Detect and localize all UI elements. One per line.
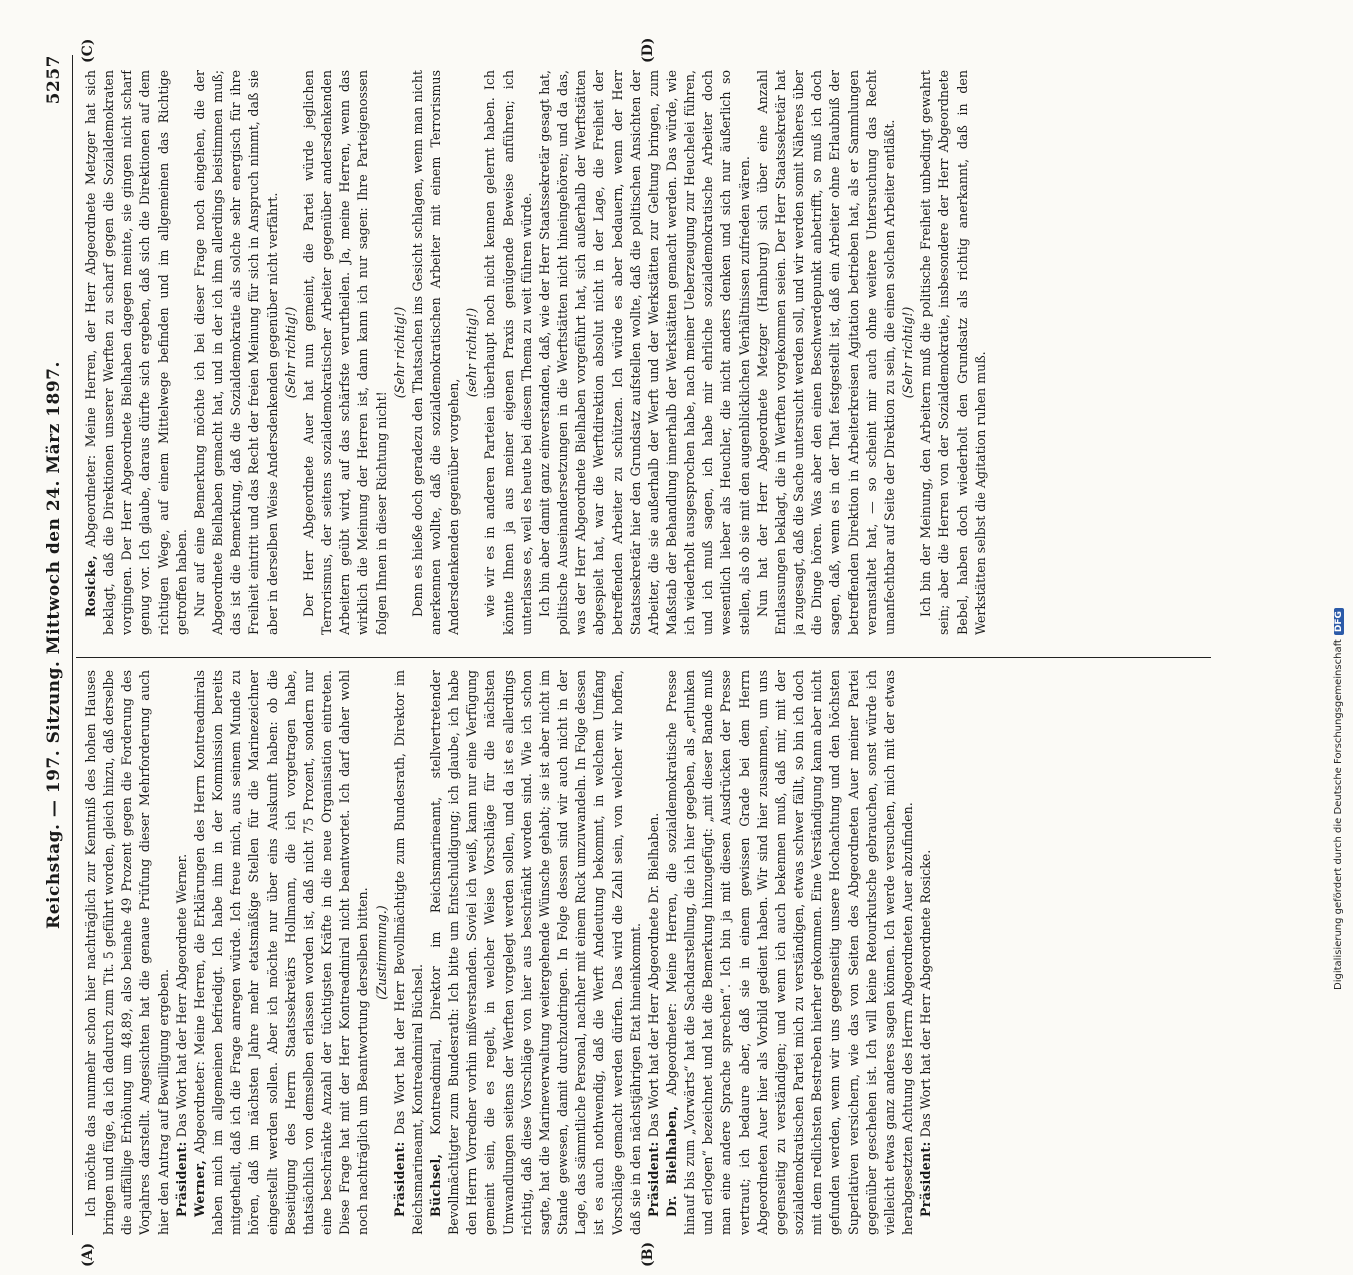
speaker-name: Rosicke,	[83, 555, 98, 617]
paragraph-text: Abgeordneter: Meine Herren, die Erklärungen des Herrn Kontreadmirals haben mich im allgemeinen befriedigt. Ich habe ihm in der Kommission bereits mitgetheilt, daß ich die Frage anregen würde. Ich freue mich, aus seinem Munde zu hören, daß im nächsten Jahre mehr etatsmäßige Stellen für die Marinezeichner eingestellt werden sollen. Aber ich möchte nur über eins Auskunft haben: ob die Beseitigung des Herrn Staatssekretärs Hollmann, die ich vorgetragen habe, thatsächlich von demselben erlassen worden ist, daß nicht 75 Prozent, sondern nur eine beschränkte Anzahl der tüchtigsten Kräfte in die neue Organisation eintreten. Diese Frage hat mit der Herr Kontreadmiral nicht beantwortet. Ich darf daher wohl noch nachträglich um Beantwortung derselben bitten.	[191, 670, 371, 1235]
paragraph	[754, 70, 899, 635]
paragraph-text: (sehr richtig!)	[464, 307, 480, 398]
paragraph-text: Nun hat der Herr Abgeordnete Metzger (Hamburg) sich über eine Anzahl Entlassungen beklagt, die in Werften vorgekommen seien. Der Herr Staatssekretär hat ja zugesagt, daß die Sache untersucht werden soll, und wir werden somit Näheres über die Dinge hören. Was aber den einen Beschwerdepunkt anbetrifft, so muß ich doch sagen, daß, wenn es in der That festgestellt ist, daß ein Arbeiter ohne Erlaubniß der betreffenden Direktion in Arbeiterkreisen Agitation betrieben hat, als er Sammlungen veranstaltet hat, — so scheint mir auch ohne weitere Untersuchung das Recht unanfechtbar auf Seite der Direktion zu sein, die einen solchen Arbeiter entläßt.	[754, 70, 897, 635]
speaker-name: Büchsel,	[427, 1153, 443, 1217]
paragraph	[391, 70, 409, 635]
paragraph	[917, 70, 990, 635]
digitization-credit	[1333, 608, 1344, 990]
speaker-name: Präsident:	[391, 1141, 407, 1217]
paragraph	[463, 70, 481, 635]
margin-marker-b: (B)	[640, 1241, 656, 1267]
column-divider	[76, 657, 1211, 658]
paragraph	[82, 670, 173, 1235]
paragraph-text: Ich bin aber damit ganz einverstanden, daß, wie der Herr Staatssekretär gesagt hat, politische Auseinandersetzungen in die Werftstätten nicht hineingehören; und da das, was der Herr Abgeordnete Bielhaben vorgeführt hat, sich außerhalb der Werftstätten abgespielt hat, war die Werftdirektion absolut nicht in der Lage, die Freiheit der betreffenden Arbeiter zu schützen. Ich würde es aber bedauern, wenn der Herr Staatssekretär hier den Grundsatz aufstellen wollte, daß die politischen Ansichten der Arbeiter, die sie außerhalb der Werft und der Werkstätten zur Geltung bringen, zum Maßstab der Behandlung innerhalb der Werkstätten gemacht werden. Das würde, wie ich wiederholt ausgesprochen habe, nach meiner Ueberzeugung zur Heuchelei führen, und ich muß sagen, ich habe mir ehrliche sozialdemokratische Arbeiter doch wesentlich lieber als Heuchler, die nicht anders denken und sich nur äußerlich so stellen, als ob sie mit den augenblicklichen Verhältnissen zufrieden wären.	[536, 70, 752, 635]
paragraph-text: Denn es hieße doch geradezu den Thatsachen ins Gesicht schlagen, wenn man nicht anerkennen wollte, daß die sozialdemokratischen Arbeiter mit einem Terrorismus Andersdenkenden gegenüber vorgehen,	[409, 70, 462, 635]
speaker-name: Präsident:	[173, 1141, 189, 1217]
paragraph-text: Der Herr Abgeordnete Auer hat nun gemeint, die Partei würde jeglichen Terrorismus, der seitens sozialdemokratischer Arbeiter gegenüber andersdenkenden Arbeitern geübt wird, auf das schärfste verurtheilen. Ja, meine Herren, wenn das wirklich die Meinung der Herren ist, dann kann ich nur sagen: Ihre Parteigenossen folgen Ihnen in dieser Richtung nicht!	[300, 70, 389, 635]
paragraph	[373, 670, 391, 1235]
paragraph-text: Das Wort hat der Herr Bevollmächtigte zum Bundesrath, Direktor im Reichsmarineamt, Kontreadmiral Büchsel.	[391, 670, 425, 1235]
paragraph	[481, 70, 535, 635]
speaker-name: Präsident:	[918, 1141, 934, 1217]
page-number: 5257	[44, 55, 64, 105]
speaker-name: Dr. Bielhaben,	[664, 1105, 679, 1217]
paragraph-text: Das Wort hat der Herr Abgeordnete Werner.	[173, 853, 189, 1138]
paragraph	[82, 70, 191, 635]
margin-marker-a: (A)	[80, 1242, 96, 1267]
paragraph	[282, 70, 300, 635]
paragraph-text: Kontreadmiral, Direktor im Reichsmarineamt, stellvertretender Bevollmächtigter zum Bundesrath: Ich bitte um Entschuldigung; ich glaube, ich habe den Herrn Vorredner vorhin mißverstanden. Soviel ich weiß, kann nur eine Verfügung gemeint sein, die es regelt, in welcher Weise Vorschläge für die nächsten Umwandlungen seitens der Werften vorgelegt werden sollen, und da ist es allerdings richtig, daß diese Vorschläge von hier aus beschränkt worden sind. Wie ich schon sagte, hat die Marineverwaltung weitergehende Wünsche gehabt; sie ist aber nicht im Stande gewesen, damit durchzudringen. In Folge dessen sind wir auch nicht in der Lage, das sämmtliche Personal, nachher mit einem Ruck umzuwandeln. In Folge dessen ist es auch nothwendig, daß die Werft Andeutung bekommt, in welchem Umfang Vorschläge gemacht werden dürfen. Das wird die Zahl sein, von welcher wir hoffen, daß sie in den nächstjährigen Etat hineinkommt.	[427, 670, 643, 1235]
paragraph-text: wie wir es in anderen Parteien überhaupt noch nicht kennen gelernt haben. Ich könnte Ihnen ja aus meiner eigenen Praxis genügende Beweise anführen; ich unterlasse es, weil es heute bei diesem Thema zu weit führen würde.	[482, 70, 534, 635]
paragraph-text: Abgeordneter: Meine Herren, die sozialdemokratische Presse hinauf bis zum „Vorwärts“ hat die Sachdarstellung, die ich hier gegeben, als „erlunken und erlogen“ bezeichnet und hat die Bemerkung hinzugefügt: „mit dieser Bande muß man eine andere Sprache sprechen“. Ich bin ja mit diesen Ausdrücken der Presse vertraut; ich bedaure aber, daß sie in einem gewissen Grade bei dem Herrn Abgeordneten Auer hier als Vorbild gedient haben. Wir sind hier zusammen, um uns gegenseitig zu verständigen; und wenn ich auch bekennen muß, daß mir, mit der sozialdemokratischen Partei mich zu verständigen, etwas schwer fällt, so bin ich doch mit dem redlichsten Bestreben hierher gekommen. Eine Verständigung kann aber nicht gefunden werden, wenn wir uns gegenseitig unsere Hochachtung und den höchsten Superlativen versichern, wie das von Seiten des Abgeordneten Auer meiner Partei gegenüber geschehen ist. Ich will keine Retourkutsche gebrauchen, sonst würde ich vielleicht etwas ganz anderes sagen können. Ich werde versuchen, mich mit der etwas herabgesetzten Achtung des Herrn Abgeordneten Auer abzufinden.	[664, 670, 916, 1235]
right-column	[82, 70, 1222, 635]
dfg-logo: DFG	[1334, 608, 1344, 635]
paragraph	[536, 70, 754, 635]
paragraph-text: (Sehr richtig!)	[282, 306, 298, 399]
paragraph-text: Nur auf eine Bemerkung möchte ich bei dieser Frage noch eingehen, die der Abgeordnete Bielhaben gemacht hat, und in der ich ihm allerdings beistimmen muß; das ist die Bemerkung, daß die Sozialdemokratie als solche sehr energisch für ihre Freiheit eintritt und das Recht der freien Meinung für sich in Anspruch nimmt, daß sie aber in derselben Weise Andersdenkenden gegenüber nicht verfährt.	[191, 70, 280, 635]
margin-marker-d: (D)	[640, 37, 656, 63]
paragraph	[663, 670, 917, 1235]
paragraph	[391, 670, 427, 1235]
paragraph	[173, 670, 191, 1235]
paragraph	[191, 70, 282, 635]
paragraph	[645, 670, 663, 1235]
page-header	[44, 55, 70, 1235]
speaker-name: Werner,	[191, 1159, 207, 1217]
paragraph	[427, 670, 645, 1235]
margin-marker-c: (C)	[80, 38, 96, 63]
paragraph	[409, 70, 463, 635]
paragraph-text: Ich möchte das nunmehr schon hier nachträglich zur Kenntniß des hohen Hauses bringen und füge, da ich dadurch zum Tit. 5 geführt worden, gleich hinzu, daß derselbe die auffällige Erhöhung um 48,89, also beinahe 49 Prozent gegen die Forderung des Vorjahres darstellt. Angesichten hat die genaue Prüfung dieser Mehrforderung auch hier den Antrag auf Bewilligung ergeben.	[83, 670, 171, 1235]
paragraph-text: (Sehr richtig!)	[391, 306, 407, 399]
paragraph-text: Das Wort hat der Herr Abgeordnete Dr. Bielhaben.	[645, 812, 661, 1138]
credit-text: Digitalisierung gefördert durch die Deutsche Forschungsgemeinschaft	[1333, 639, 1344, 990]
paragraph	[300, 70, 391, 635]
paragraph	[899, 70, 917, 635]
header-rule	[72, 55, 73, 1235]
paragraph-text: (Zustimmung.)	[373, 905, 389, 1000]
speaker-name: Präsident:	[645, 1141, 661, 1217]
paragraph-text: Abgeordneter: Meine Herren, der Herr Abgeordnete Metzger hat sich beklagt, daß die Direktionen unserer Werften zu scharf gegen die Sozialdemokraten vorgingen. Der Herr Abgeordnete Bielhaben dagegen meinte, sie gingen nicht scharf genug vor. Ich glaube, daraus dürfte sich ergeben, daß sich die Direktionen auf dem richtigen Wege, auf einem Mittelwege befinden und im allgemeinen das Richtige getroffen haben.	[83, 70, 189, 635]
paragraph-text: Ich bin der Meinung, den Arbeitern muß die politische Freiheit unbedingt gewahrt sein; aber die Herren von der Sozialdemokratie, insbesondere der Herr Abgeordnete Bebel, haben doch wiederholt den Grundsatz als richtig anerkannt, daß in den Werkstätten selbst die Agitation ruhen muß.	[918, 70, 988, 635]
paragraph-text: (Sehr richtig!)	[900, 306, 916, 399]
header-title: Reichstag. — 197. Sitzung. Mittwoch den 24. März 1897.	[44, 361, 64, 929]
paragraph-text: Das Wort hat der Herr Abgeordnete Rosicke.	[918, 849, 934, 1138]
paragraph	[191, 670, 373, 1235]
left-column	[82, 670, 1222, 1235]
newspaper-page	[40, 37, 1250, 1275]
paragraph	[917, 670, 935, 1235]
